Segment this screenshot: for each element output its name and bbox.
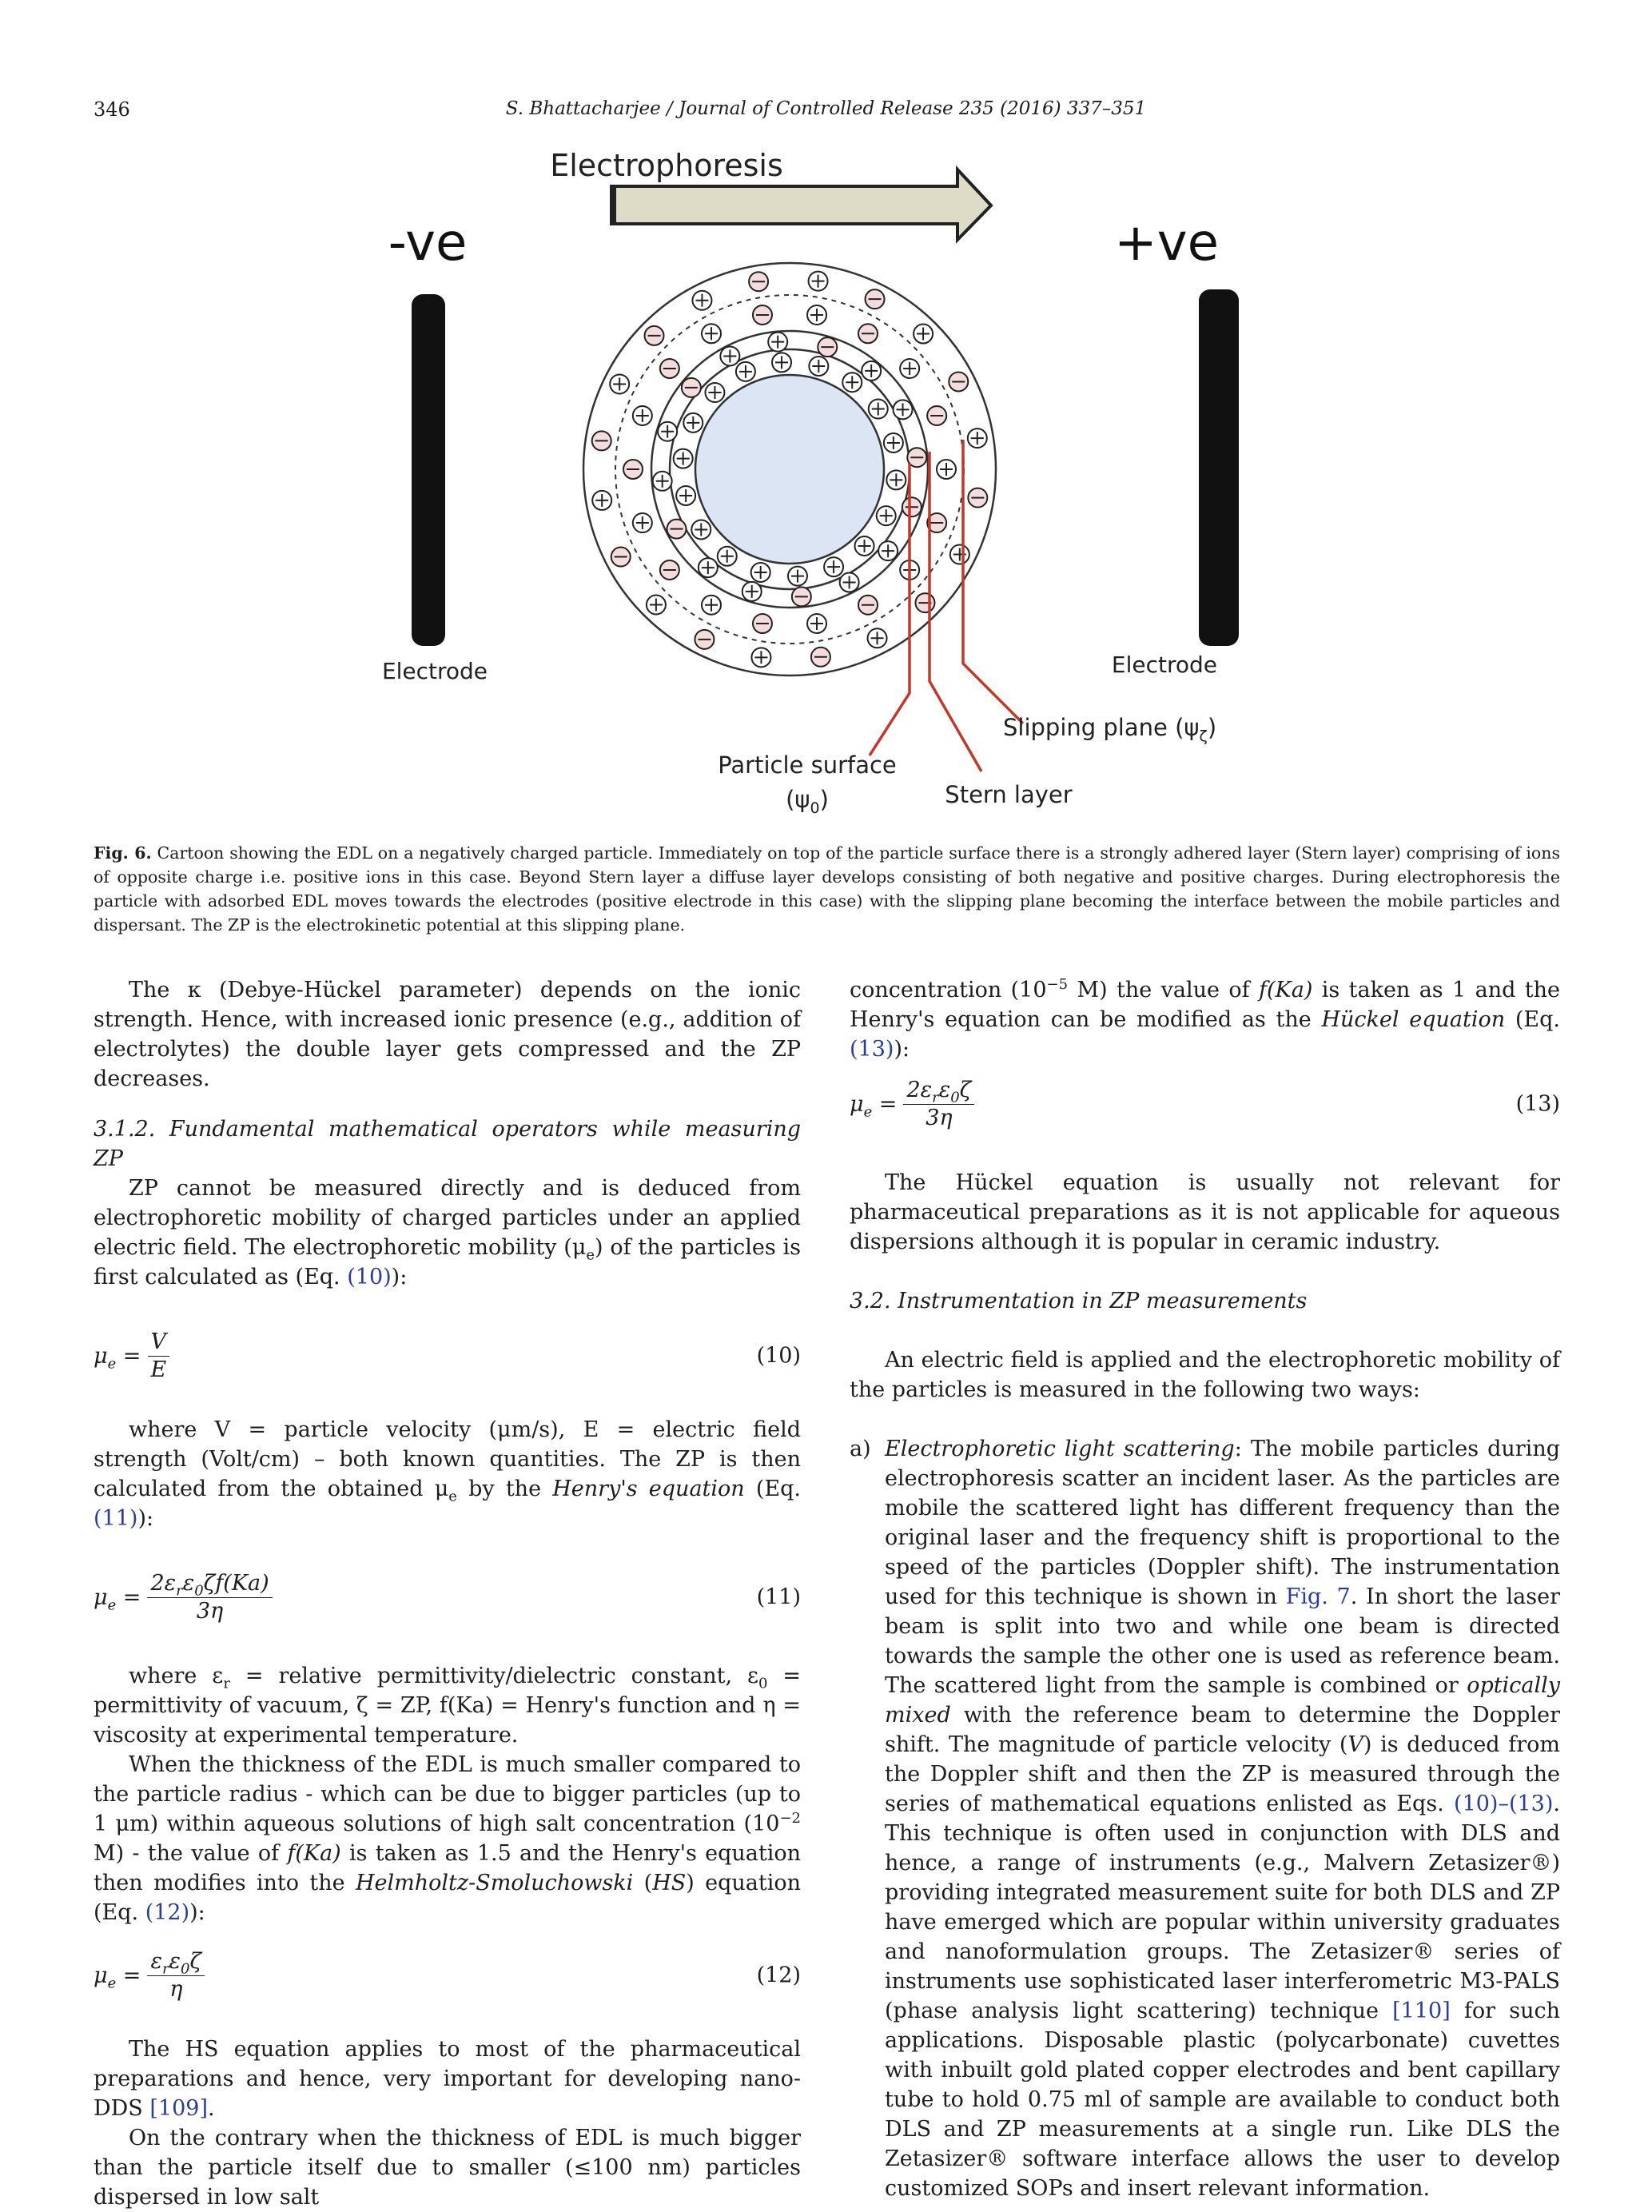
negative-ion [695, 630, 714, 649]
right-column [850, 975, 1560, 2203]
psi0-label: $(\psi_0)$ [786, 786, 829, 817]
particle-surface-label: Particle surface [718, 751, 897, 779]
positive-ion [855, 536, 874, 556]
positive-ion [699, 558, 718, 577]
negative-ion [915, 593, 934, 612]
positive-ion [868, 628, 887, 648]
negative-ion [866, 289, 885, 309]
positive-ion [807, 614, 826, 633]
equation-11: $\mu_e$ = $\frac{2\varepsilon_r\varepsilon_0\zeta f(Ka)}{3\eta}$ (11) [94, 1570, 801, 1624]
paragraph: where V = particle velocity (μm/s), E = electric field strength (Volt/cm) – both known quantities. The ZP is then calculated from the obtained $\mu_e$ by the Henry's equation (Eq. (11)): [94, 1417, 801, 1531]
paragraph: concentration ($10^{-5}$ M) the value of f(Ka) is taken as 1 and the Henry's equation can be modified as the Hückel equation (Eq. (13)): [850, 976, 1561, 1062]
equation-number: (11) [756, 1584, 801, 1610]
negative-ion [660, 359, 679, 378]
positive-ion [633, 406, 652, 425]
equation-link[interactable]: (10) [347, 1265, 392, 1289]
paragraph: The HS equation applies to most of the pharmaceutical preparations and hence, very important for developing nano-DDS [109]. [94, 2037, 801, 2121]
arrow-tail [610, 188, 616, 223]
positive-ion [809, 357, 828, 376]
positive-ion [658, 422, 677, 441]
equation-link[interactable]: (13) [850, 1037, 894, 1062]
paragraph: The κ (Debye-Hückel parameter) depends on the ionic strength. Hence, with increased ionic presence (e.g., addition of electrolytes) the double layer gets compressed and the ZP decreases. [94, 978, 801, 1091]
positive-ion [877, 506, 896, 525]
equation-13: $\mu_e$ = $\frac{2\varepsilon_r\varepsilon_0\zeta}{3\eta}$ (13) [850, 1077, 1560, 1130]
figure-caption [94, 841, 1560, 937]
negative-ion [592, 431, 611, 450]
particle-core [695, 375, 884, 564]
equation-12: $\mu_e$ = $\frac{\varepsilon_r\varepsilon_0\zeta}{\eta}$ (12) [94, 1948, 801, 2002]
positive-ion [610, 374, 629, 393]
negative-ion [682, 378, 701, 397]
caption-text: Cartoon showing the EDL on a negatively charged particle. Immediately on top of the particle surface there is a strongly adhered layer (Stern layer) comprising of ions of opposite charge i.e. positive ions in this case. Beyond Stern layer a diffuse layer develops consisting of both negative and positive charges. During electrophoresis the particle with adsorbed EDL moves towards the electrodes (positive electrode in this case) with the slipping plane becoming the interface between the mobile particles and dispersant. The ZP is the electrokinetic potential at this slipping plane. [94, 843, 1560, 935]
positive-label: +ve [1114, 213, 1219, 273]
left-electrode-label: Electrode [381, 658, 488, 684]
left-electrode [412, 294, 445, 646]
positive-ion [751, 648, 770, 667]
positive-ion [894, 400, 913, 419]
positive-ion [742, 582, 762, 601]
slipping-plane-label: Slipping plane $(\psi_\zeta)$ [1003, 714, 1217, 745]
paragraph: ZP cannot be measured directly and is deduced from electrophoretic mobility of charged particles under an applied electric field. The electrophoretic mobility $(\mu_e)$ of the particles is first calculated as (Eq. (10)): [94, 1176, 802, 1289]
negative-ion [927, 406, 946, 425]
positive-ion [676, 486, 695, 505]
positive-ion [768, 333, 787, 352]
figure-link[interactable]: Fig. 7 [1285, 1584, 1351, 1609]
paragraph: The Hückel equation is usually not relevant for pharmaceutical preparations as it is not applicable for aqueous dispersions although it is popular in ceramic industry. [850, 1170, 1560, 1254]
equation-number: (10) [756, 1343, 801, 1369]
positive-ion [751, 563, 770, 582]
positive-ion [653, 472, 672, 491]
positive-ion [824, 557, 843, 576]
positive-ion [633, 513, 652, 532]
negative-ion [792, 587, 811, 606]
paragraph: On the contrary when the thickness of EDL is much bigger than the particle itself due to smaller (≤100 nm) particles dispersed in low salt [94, 2126, 801, 2210]
negative-ion [660, 560, 679, 580]
positive-ion [772, 353, 791, 372]
positive-ion [692, 291, 711, 310]
positive-ion [691, 520, 711, 539]
positive-ion [674, 449, 693, 468]
positive-ion [736, 362, 755, 381]
negative-ion [968, 488, 987, 508]
paragraph: where $\varepsilon_r$ = relative permittivity/dielectric constant, $\varepsilon_0$ = permittivity of vacuum, ζ = ZP, f(Ka) = Henry's function and η = viscosity at experimental temperature. [94, 1664, 801, 1748]
equation-link[interactable]: (12) [145, 1900, 190, 1925]
slipping-plane-pointer [963, 440, 1023, 723]
reference-link[interactable]: [110] [1392, 1999, 1451, 2023]
positive-ion [718, 547, 737, 566]
positive-ion [884, 433, 903, 452]
stern-layer-label: Stern layer [945, 781, 1073, 808]
positive-ion [862, 361, 881, 381]
reference-link[interactable]: [109] [149, 2096, 208, 2121]
negative-ion [753, 614, 772, 633]
list-item: a) Electrophoretic light scattering: The mobile particles during electrophoresis scatter an incident laser. As the particles are mobile the scattered light has different frequency than the original laser and the frequency shift is proportional to the speed of the particles (Doppler shift). The instrumentation used for this technique is shown in Fig. 7. In short the laser beam is split into two and while one beam is directed towards the sample the other one is used as reference beam. The scattered light from the sample is combined or optically mixed with the reference beam to determine the Doppler shift. The magnitude of particle velocity (V) is deduced from the Doppler shift and then the ZP is measured through the series of mathematical equations enlisted as Eqs. (10)–(13). This technique is often used in conjunction with DLS and hence, a range of instruments (e.g., Malvern Zetasizer®) providing integrated measurement suite for both DLS and ZP have emerged which are popular within university graduates and nanoformulation groups. The Zetasizer® series of instruments use sophisticated laser interferometric M3-PALS (phase analysis light scattering) technique [110] for such applications. Disposable plastic (polycarbonate) cuvettes with inbuilt gold plated copper electrodes and bent capillary tube to hold 0.75 ml of sample are available to conduct both DLS and ZP measurements at a single run. Like DLS the Zetasizer® software interface allows the user to develop customized SOPs and insert relevant information. [850, 1434, 1560, 2203]
negative-ion [753, 305, 772, 325]
paragraph: When the thickness of the EDL is much smaller compared to the particle radius - which can be due to bigger particles (up to 1 μm) within aqueous solutions of high salt concentration ($10^{-2}$ M) - the value of f(Ka) is taken as 1.5 and the Henry's equation then modifies into the Helmholtz-Smoluchowski (HS) equation (Eq. (12)): [94, 1752, 802, 1925]
positive-ion [788, 567, 807, 586]
negative-ion [623, 460, 643, 479]
positive-ion [720, 346, 739, 365]
negative-ion [645, 326, 664, 345]
arrow-label: Electrophoresis [550, 148, 783, 183]
positive-ion [869, 400, 888, 419]
positive-ion [809, 272, 828, 291]
positive-ion [592, 491, 611, 510]
positive-ion [840, 573, 859, 592]
positive-ion [807, 305, 826, 325]
negative-ion [611, 548, 631, 567]
positive-ion [914, 325, 933, 344]
positive-ion [683, 413, 703, 432]
equation-link[interactable]: (10)–(13) [1454, 1792, 1554, 1816]
positive-ion [842, 373, 862, 392]
caption-label: Fig. 6. [94, 843, 152, 863]
section-heading: 3.1.2. Fundamental mathematical operators while measuring ZP [94, 1117, 801, 1171]
section-heading: 3.2. Instrumentation in ZP measurements [850, 1289, 1308, 1313]
edl-figure [336, 144, 1239, 831]
negative-ion [858, 324, 878, 343]
right-electrode [1199, 289, 1239, 646]
list-label: a) [850, 1437, 871, 1461]
equation-number: (12) [756, 1963, 801, 1988]
running-header: S. Bhattacharjee / Journal of Controlled Release 235 (2016) 337–351 [505, 98, 1147, 119]
positive-ion [702, 596, 721, 615]
negative-label: -ve [388, 213, 468, 273]
negative-ion [811, 648, 830, 667]
paragraph: An electric field is applied and the electrophoretic mobility of the particles is measured in the following two ways: [850, 1348, 1560, 1402]
equation-link[interactable]: (11) [94, 1506, 138, 1531]
negative-ion [858, 596, 878, 615]
positive-ion [900, 359, 919, 378]
negative-ion [818, 337, 837, 357]
left-column [94, 975, 801, 2212]
positive-ion [702, 324, 721, 343]
positive-ion [705, 383, 724, 402]
positive-ion [950, 545, 969, 564]
equation-number: (13) [1515, 1091, 1560, 1117]
negative-ion [949, 372, 968, 391]
positive-ion [647, 595, 666, 614]
negative-ion [749, 272, 768, 291]
right-electrode-label: Electrode [1111, 652, 1217, 678]
equation-10: $\mu_e$ = $\frac{V}{E}$ (10) [94, 1329, 801, 1382]
positive-ion [968, 428, 987, 448]
negative-ion [667, 520, 686, 539]
positive-ion [878, 541, 898, 560]
page-number: 346 [94, 98, 130, 121]
negative-ion [902, 497, 922, 516]
positive-ion [937, 460, 956, 479]
positive-ion [886, 470, 906, 489]
